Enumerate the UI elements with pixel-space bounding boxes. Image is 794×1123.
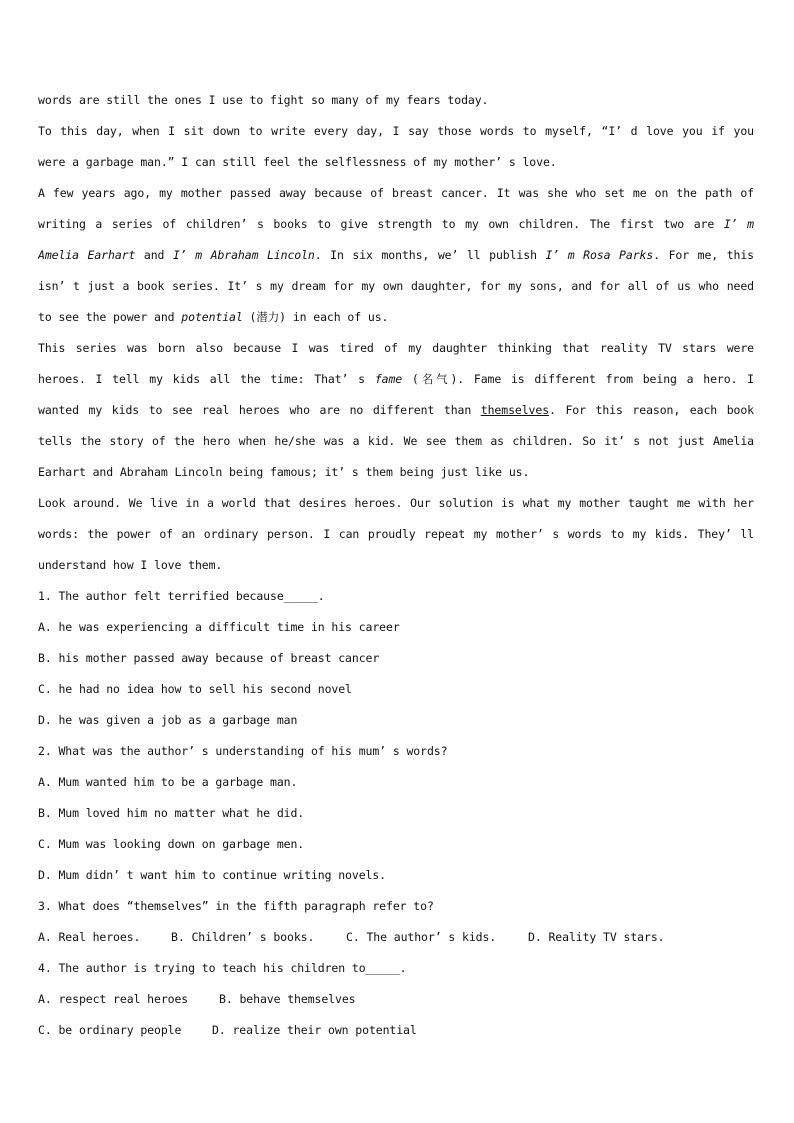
question-stem: 2. What was the author’ s understanding of his mum’ s words? xyxy=(38,744,448,758)
passage-line: This series was born also because I was tired of my daughter thinking that reality TV stars were xyxy=(38,341,754,355)
book-title: I’ m Rosa Parks xyxy=(545,248,654,262)
book-title: I’ m xyxy=(723,217,754,231)
underlined-word: themselves xyxy=(480,403,550,417)
question-stem: 3. What does “themselves” in the fifth paragraph refer to? xyxy=(38,899,434,913)
text-run: to see the power and xyxy=(38,310,182,324)
answer-option: A. respect real heroes xyxy=(38,992,189,1006)
passage-line xyxy=(38,364,754,395)
passage-line: To this day, when I sit down to write every day, I say those words to myself, “I’ d love you if you xyxy=(38,124,754,138)
answer-options-row xyxy=(38,984,754,1015)
passage-line: words are still the ones I use to fight so many of my fears today. xyxy=(38,93,489,107)
passage-line: tells the story of the hero when he/she was a kid. We see them as children. So it’ s not just Amelia xyxy=(38,434,754,448)
passage-line: A few years ago, my mother passed away because of breast cancer. It was she who set me on the path of xyxy=(38,186,754,200)
passage-line xyxy=(38,395,754,426)
answer-option: B. Mum loved him no matter what he did. xyxy=(38,806,305,820)
passage-line: words: the power of an ordinary person. I can proudly repeat my mother’ s words to my kids. They’ ll xyxy=(38,527,754,541)
vocab-word: fame xyxy=(374,372,403,386)
text-run: . For this reason, each book xyxy=(549,403,754,417)
passage-line: isn’ t just a book series. It’ s my dream for my own daughter, for my sons, and for all of us who need xyxy=(38,279,754,293)
answer-option: A. he was experiencing a difficult time in his career xyxy=(38,620,400,634)
document-page xyxy=(38,85,754,1046)
book-title: Amelia Earhart xyxy=(38,248,136,262)
vocab-word: potential xyxy=(181,310,243,324)
answer-option: C. The author’ s kids. xyxy=(346,930,497,944)
passage-line: Earhart and Abraham Lincoln being famous; it’ s them being just like us. xyxy=(38,465,530,479)
text-run: heroes. I tell my kids all the time: That’ s xyxy=(38,372,375,386)
answer-option: C. he had no idea how to sell his second novel xyxy=(38,682,352,696)
book-title: I’ m Abraham Lincoln xyxy=(172,248,315,262)
answer-option: D. realize their own potential xyxy=(212,1023,417,1037)
text-run: (潜力) in each of us. xyxy=(242,310,389,324)
passage-line: were a garbage man.” I can still feel the selflessness of my mother’ s love. xyxy=(38,155,557,169)
passage-line: understand how I love them. xyxy=(38,558,223,572)
answer-options-row xyxy=(38,1015,754,1046)
passage-line xyxy=(38,209,754,240)
text-run: writing a series of children’ s books to give strength to my own children. The first two are xyxy=(38,217,724,231)
text-run: (名气). Fame is different from being a hero. I xyxy=(402,372,754,386)
answer-option: C. Mum was looking down on garbage men. xyxy=(38,837,305,851)
answer-option: D. Reality TV stars. xyxy=(528,930,665,944)
text-run: and xyxy=(135,248,173,262)
answer-option: D. he was given a job as a garbage man xyxy=(38,713,298,727)
answer-options-row xyxy=(38,922,754,953)
passage-line: Look around. We live in a world that desires heroes. Our solution is what my mother taught me with her xyxy=(38,496,754,510)
question-stem: 1. The author felt terrified because_____. xyxy=(38,589,325,603)
answer-option: B. Children’ s books. xyxy=(171,930,315,944)
answer-option: B. his mother passed away because of breast cancer xyxy=(38,651,380,665)
question-stem: 4. The author is trying to teach his children to_____. xyxy=(38,961,407,975)
answer-option: D. Mum didn’ t want him to continue writing novels. xyxy=(38,868,387,882)
answer-option: A. Mum wanted him to be a garbage man. xyxy=(38,775,298,789)
text-run: wanted my kids to see real heroes who are no different than xyxy=(38,403,481,417)
answer-option: A. Real heroes. xyxy=(38,930,141,944)
answer-option: C. be ordinary people xyxy=(38,1023,182,1037)
answer-option: B. behave themselves xyxy=(219,992,356,1006)
text-run: . For me, this xyxy=(653,248,754,262)
passage-line xyxy=(38,240,754,271)
text-run: . In six months, we’ ll publish xyxy=(314,248,546,262)
passage-line xyxy=(38,302,754,333)
